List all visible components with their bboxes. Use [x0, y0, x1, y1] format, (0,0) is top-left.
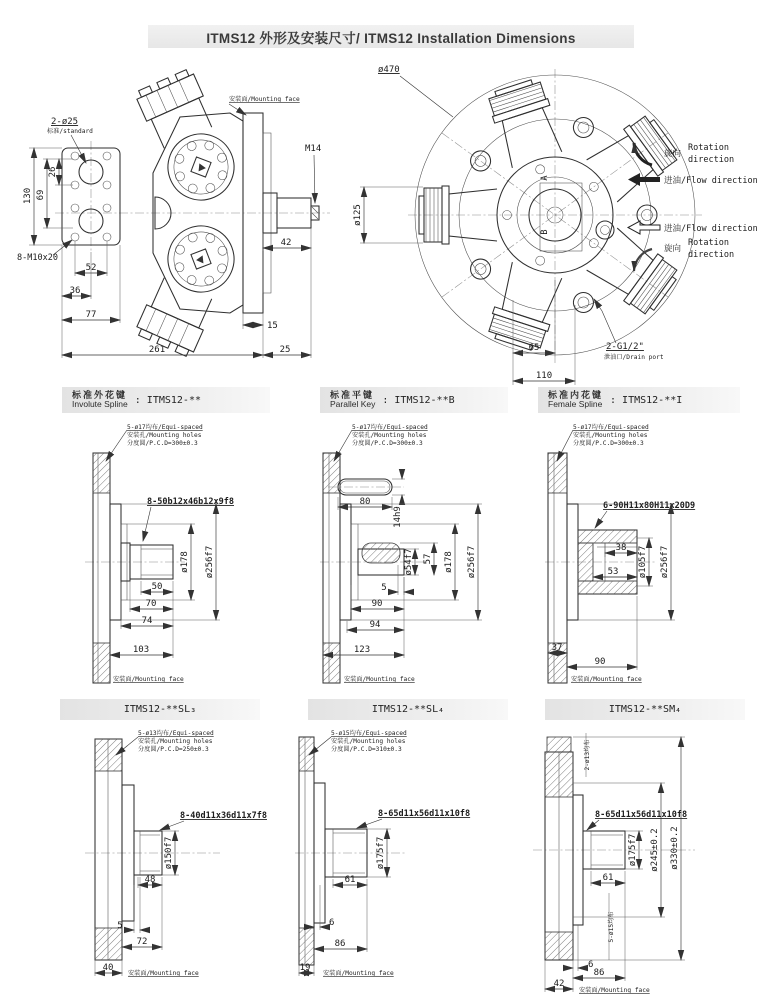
sm4-designation: ITMS12-**SM₄: [608, 704, 682, 715]
sl3-dim-40: 40: [102, 963, 114, 973]
sl4-dim-86: 86: [334, 939, 346, 949]
parallel-dia-54: ø54f7: [404, 548, 414, 576]
female-dim-38: 38: [615, 543, 627, 553]
rotation-en1-top: Rotation: [688, 143, 729, 153]
side-view-dimensions: [17, 95, 321, 358]
involute-annotations: [106, 423, 234, 683]
sl3-dim-72: 72: [136, 937, 148, 947]
parallel-dia-178: ø178: [444, 551, 454, 573]
sl3-dim-48: 48: [144, 875, 156, 885]
involute-title-cn: 标准外花键: [72, 389, 128, 400]
sm4-spline-spec: 8-65d11x56d11x10f8: [595, 810, 688, 820]
involute-dia-256: ø256f7: [205, 545, 215, 579]
sl3-spline-spec: 8-40d11x36d11x7f8: [180, 811, 267, 821]
parallel-dim-90: 90: [371, 599, 383, 609]
parallel-dim-94: 94: [369, 620, 381, 630]
parallel-callout-3: 分度圆/P.C.D=300±0.3: [352, 440, 423, 447]
parallel-dia-256: ø256f7: [467, 545, 477, 579]
female-dia-256: ø256f7: [660, 545, 670, 579]
parallel-title-en: Parallel Key: [330, 399, 376, 410]
female-title-en: Female Spline: [548, 399, 603, 410]
involute-dia-178: ø178: [180, 551, 190, 573]
dia-125: ø125: [353, 204, 363, 226]
header-involute-spline: [62, 387, 270, 413]
sl3-outline: [85, 739, 220, 960]
sl3-drawing: [60, 725, 295, 1002]
bolt-spec: 8-M10x20: [17, 253, 58, 263]
sl4-dim-19: 19: [299, 963, 311, 973]
involute-spline-spec: 8-50b12x46b12x9f8: [147, 497, 234, 507]
side-view-drawing: [15, 55, 375, 385]
involute-title-en: Involute Spline: [72, 399, 128, 410]
sm4-mounting-face: 安装面/Mounting face: [579, 987, 650, 994]
port-b-label: B: [540, 229, 550, 235]
dim-15: 15: [267, 321, 278, 331]
rotation-cn-bottom: 旋向: [664, 244, 682, 254]
dim-36: 36: [69, 286, 81, 296]
sl3-designation: ITMS12-**SL₃: [123, 704, 197, 715]
parallel-dim-5: 5: [381, 583, 387, 593]
header-sl4: [308, 699, 508, 720]
female-spline-spec: 6-90H11x80H11x20D9: [603, 501, 696, 511]
thread-m14: M14: [305, 144, 322, 154]
involute-title-block: [72, 391, 128, 409]
flow-arrow-solid-icon: [628, 173, 660, 186]
parallel-mounting-face: 安装面/Mounting face: [344, 676, 415, 683]
sm4-dim-86: 86: [593, 968, 605, 978]
sl4-callout-3: 分度圆/P.C.D=310±0.3: [331, 746, 402, 753]
rotation-en2-top: direction: [688, 155, 735, 165]
sm4-callout-top: 2-ø13均布: [584, 739, 591, 771]
rotation-en2-bottom: direction: [688, 250, 735, 260]
female-designation: : ITMS12-**I: [610, 394, 683, 406]
drain-spec: 2-G1/2": [606, 342, 644, 352]
sl4-dim-61: 61: [344, 875, 356, 885]
female-title-block: [548, 391, 603, 409]
involute-dim-50: 50: [151, 582, 163, 592]
sm4-dim-6: 6: [588, 960, 594, 970]
involute-dim-103: 103: [132, 645, 150, 655]
female-dim-37: 37: [551, 643, 563, 653]
flow-bottom: 进油/Flow direction: [664, 224, 758, 234]
involute-designation: : ITMS12-**: [134, 394, 201, 406]
parallel-title-cn: 标准平键: [330, 389, 375, 400]
sm4-dim-42: 42: [553, 979, 565, 989]
female-dia-105: ø105f7: [638, 545, 648, 579]
parallel-dim-123: 123: [353, 645, 371, 655]
involute-mounting-face: 安装面/Mounting face: [113, 676, 184, 683]
mounting-face-label: 安装面/Mounting face: [229, 96, 300, 103]
parallel-annotations: [323, 423, 482, 683]
sm4-dia-175: ø175f7: [628, 833, 638, 867]
female-title-cn: 标准内花键: [548, 389, 604, 400]
involute-callout-2: 安装孔/Mounting holes: [127, 432, 202, 439]
drain-label: 泄油口/Drain port: [604, 354, 664, 361]
header-female-spline: [538, 387, 740, 413]
parallel-dim-57: 57: [423, 553, 433, 565]
involute-dim-70: 70: [145, 599, 157, 609]
female-spline-drawing: [545, 415, 780, 705]
sl4-dim-6: 6: [329, 918, 335, 928]
sl3-callout-1: 5-ø13均布/Equi-spaced: [138, 730, 214, 737]
dim-26: 26: [48, 166, 58, 178]
key-section-14h9: 14h9: [393, 506, 403, 528]
dim-77: 77: [85, 310, 97, 320]
dim-261: 261: [148, 345, 166, 355]
dim-25: 25: [279, 345, 291, 355]
rotation-en1-bottom: Rotation: [688, 238, 729, 248]
front-view-annotations: [353, 65, 758, 385]
sl3-dia-150: ø150f7: [164, 836, 174, 870]
sl4-drawing: [295, 725, 525, 1002]
sl3-callout-2: 安装孔/Mounting holes: [138, 738, 213, 745]
parallel-callout-2: 安装孔/Mounting holes: [352, 432, 427, 439]
flow-arrow-outline-icon: [628, 221, 660, 234]
female-mounting-face: 安装面/Mounting face: [571, 676, 642, 683]
rotation-cn-top: 旋向: [664, 149, 682, 159]
key-length-80: 80: [359, 497, 371, 507]
dim-65: 65: [528, 343, 540, 353]
sm4-callout-bottom: 5-ø15均布: [608, 911, 615, 943]
parallel-key-drawing: [320, 415, 545, 705]
sl3-callout-3: 分度圆/P.C.D=250±0.3: [138, 746, 209, 753]
dia-470: ø470: [378, 65, 400, 75]
page-title: ITMS12 外形及安装尺寸/ ITMS12 Installation Dimensions: [148, 25, 634, 48]
front-view-drawing: [350, 55, 780, 395]
involute-spline-drawing: [85, 415, 320, 705]
dim-42: 42: [280, 238, 292, 248]
rotation-arrow-bottom-icon: [634, 249, 652, 271]
dim-69: 69: [36, 189, 46, 201]
callout-standard: 标准/standard: [47, 128, 93, 135]
sl3-mounting-face: 安装面/Mounting face: [128, 970, 199, 977]
header-sm4: [545, 699, 745, 720]
sm4-dim-61: 61: [602, 873, 614, 883]
sl4-mounting-face: 安装面/Mounting face: [323, 970, 394, 977]
involute-callout-3: 分度圆/P.C.D=300±0.3: [127, 440, 198, 447]
female-dim-90: 90: [594, 657, 606, 667]
involute-dim-74: 74: [141, 616, 153, 626]
sl4-callout-2: 安装孔/Mounting holes: [331, 738, 406, 745]
header-parallel-key: [320, 387, 508, 413]
sl4-callout-1: 5-ø15均布/Equi-spaced: [331, 730, 407, 737]
sl4-dia-175: ø175f7: [376, 836, 386, 870]
female-annotations: [548, 423, 695, 683]
dim-110: 110: [535, 371, 553, 381]
sm4-dia-330: ø330±0.2: [670, 826, 680, 870]
parallel-designation: : ITMS12-**B: [382, 394, 455, 406]
dim-130: 130: [23, 187, 33, 205]
sm4-dia-245: ø245±0.2: [650, 828, 660, 872]
parallel-title-block: [330, 391, 375, 409]
involute-callout-1: 5-ø17均布/Equi-spaced: [127, 424, 203, 431]
sl4-outline: [295, 737, 405, 965]
flow-top: 进油/Flow direction: [664, 176, 758, 186]
sm4-drawing: [525, 725, 780, 1002]
female-dim-53: 53: [607, 567, 619, 577]
female-callout-2: 安装孔/Mounting holes: [573, 432, 648, 439]
header-sl3: [60, 699, 260, 720]
female-callout-1: 5-ø17均布/Equi-spaced: [573, 424, 649, 431]
sl3-dim-5: 5: [117, 921, 123, 931]
parallel-callout-1: 5-ø17均布/Equi-spaced: [352, 424, 428, 431]
dim-52: 52: [85, 263, 97, 273]
callout-2x25: 2-ø25: [51, 117, 79, 127]
female-callout-3: 分度圆/P.C.D=300±0.3: [573, 440, 644, 447]
sl4-spline-spec: 8-65d11x56d11x10f8: [378, 809, 471, 819]
port-a-label: A: [540, 175, 550, 181]
sl4-designation: ITMS12-**SL₄: [371, 704, 445, 715]
